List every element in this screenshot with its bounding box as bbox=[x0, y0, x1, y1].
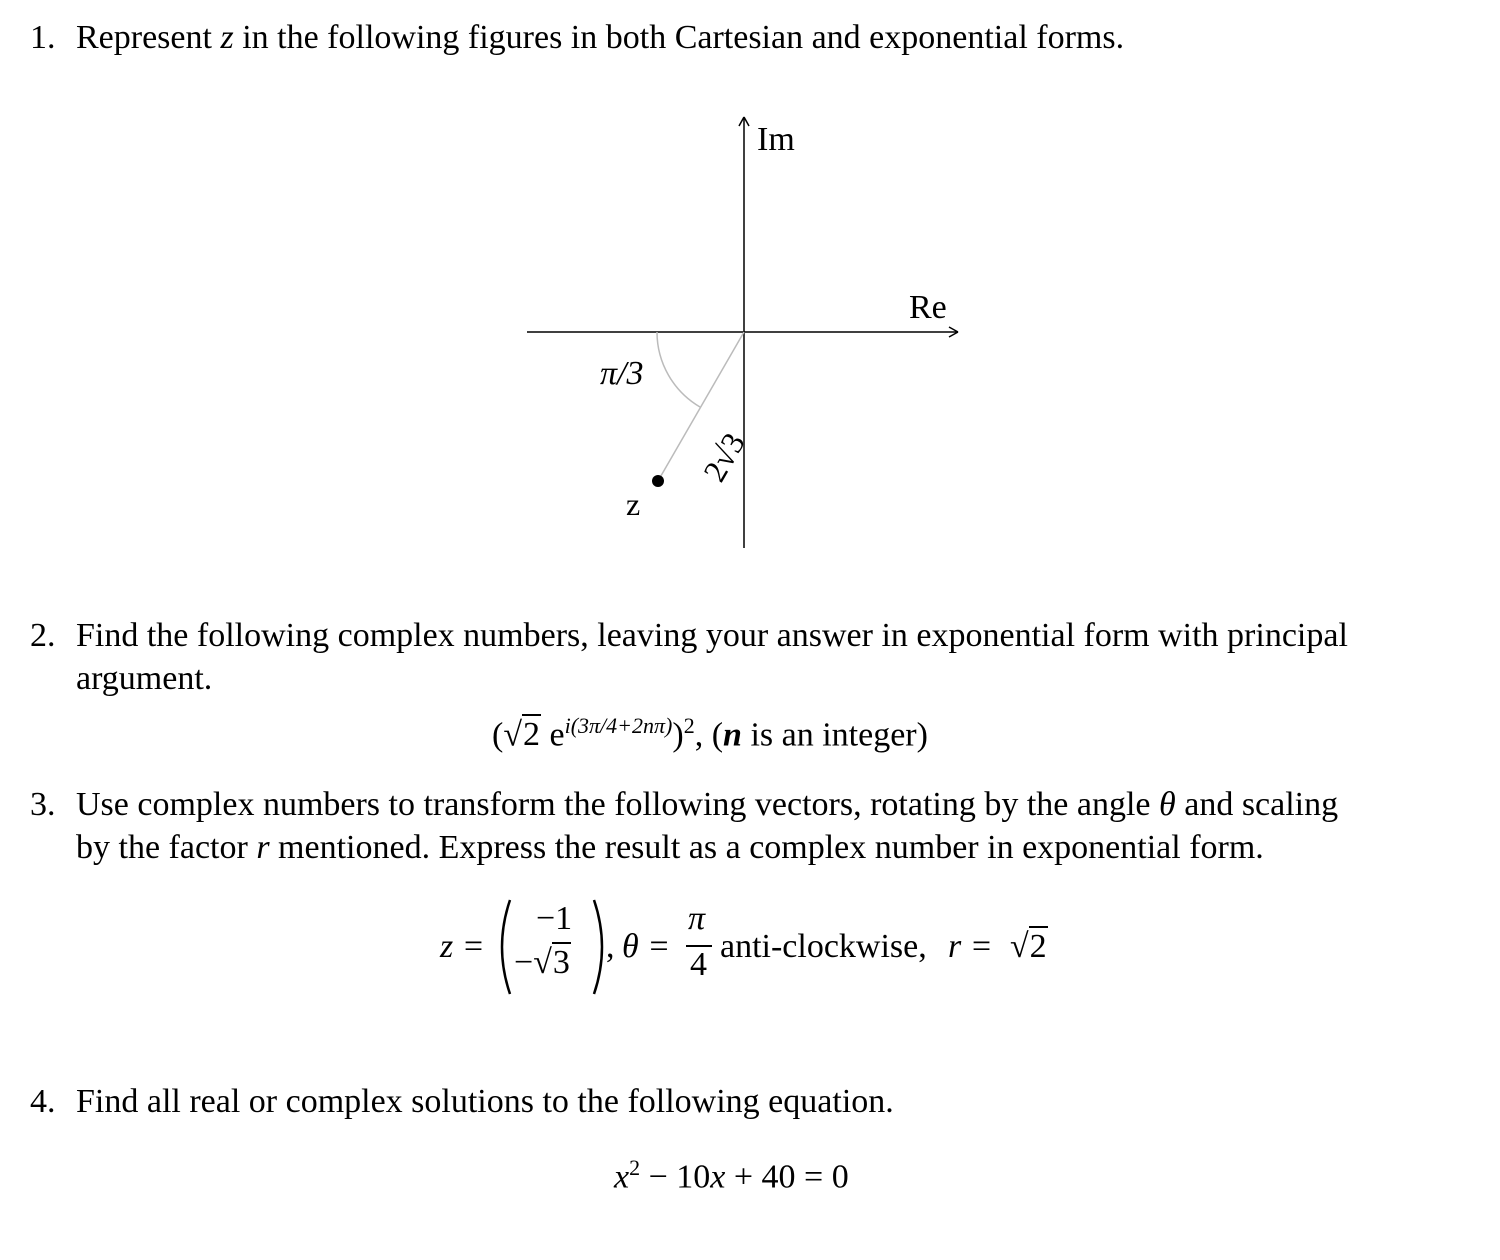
question-2-number: 2. bbox=[30, 617, 56, 654]
question-1-text: Represent z in the following figures in both Cartesian and exponential forms. bbox=[76, 19, 1125, 56]
im-label: Im bbox=[757, 121, 795, 158]
question-4-text: Find all real or complex solutions to the following equation. bbox=[76, 1083, 894, 1120]
question-4-equation: $x^2 - 10x + 40 = 0$ bbox=[614, 1155, 849, 1196]
question-1-number: 1. bbox=[30, 19, 56, 56]
question-3-expression bbox=[0, 890, 1500, 1010]
fraction-denominator: 4 bbox=[690, 946, 707, 983]
r-equals: r = bbox=[948, 928, 993, 965]
question-3-line-2: by the factor r mentioned. Express the result as a complex number in exponential form. bbox=[76, 829, 1264, 866]
vector-top: −1 bbox=[536, 900, 573, 937]
fraction-numerator: π bbox=[688, 900, 706, 937]
comma-1: , bbox=[606, 928, 615, 965]
z-equals: z = bbox=[440, 928, 485, 965]
theta-equals: θ = bbox=[622, 928, 671, 965]
question-2-expression: (√2 $e^{i(3\pi/4+2n\pi)})^2$, (n is an integer) bbox=[492, 713, 928, 754]
angle-label: π/3 bbox=[600, 355, 644, 392]
question-2-line-1: Find the following complex numbers, leaving your answer in exponential form with principal bbox=[76, 617, 1348, 654]
question-3-line-1: Use complex numbers to transform the following vectors, rotating by the angle θ and scaling bbox=[76, 786, 1339, 823]
anticlockwise-text: anti-clockwise, bbox=[720, 928, 927, 965]
question-3-number: 3. bbox=[30, 786, 56, 823]
point-z-label: z bbox=[626, 486, 641, 522]
exponent: i(3π/4+2nπ) bbox=[564, 713, 673, 738]
question-2-line-2: argument. bbox=[76, 660, 213, 697]
question-4-number: 4. bbox=[30, 1083, 56, 1120]
vector-bottom: −√3 bbox=[514, 944, 570, 981]
point-z bbox=[652, 475, 664, 487]
angle-arc bbox=[657, 332, 700, 407]
r-value: √2 bbox=[1010, 928, 1047, 965]
re-label: Re bbox=[909, 289, 947, 326]
argand-diagram bbox=[0, 0, 1500, 600]
modulus-label: 2√3 bbox=[695, 426, 752, 488]
